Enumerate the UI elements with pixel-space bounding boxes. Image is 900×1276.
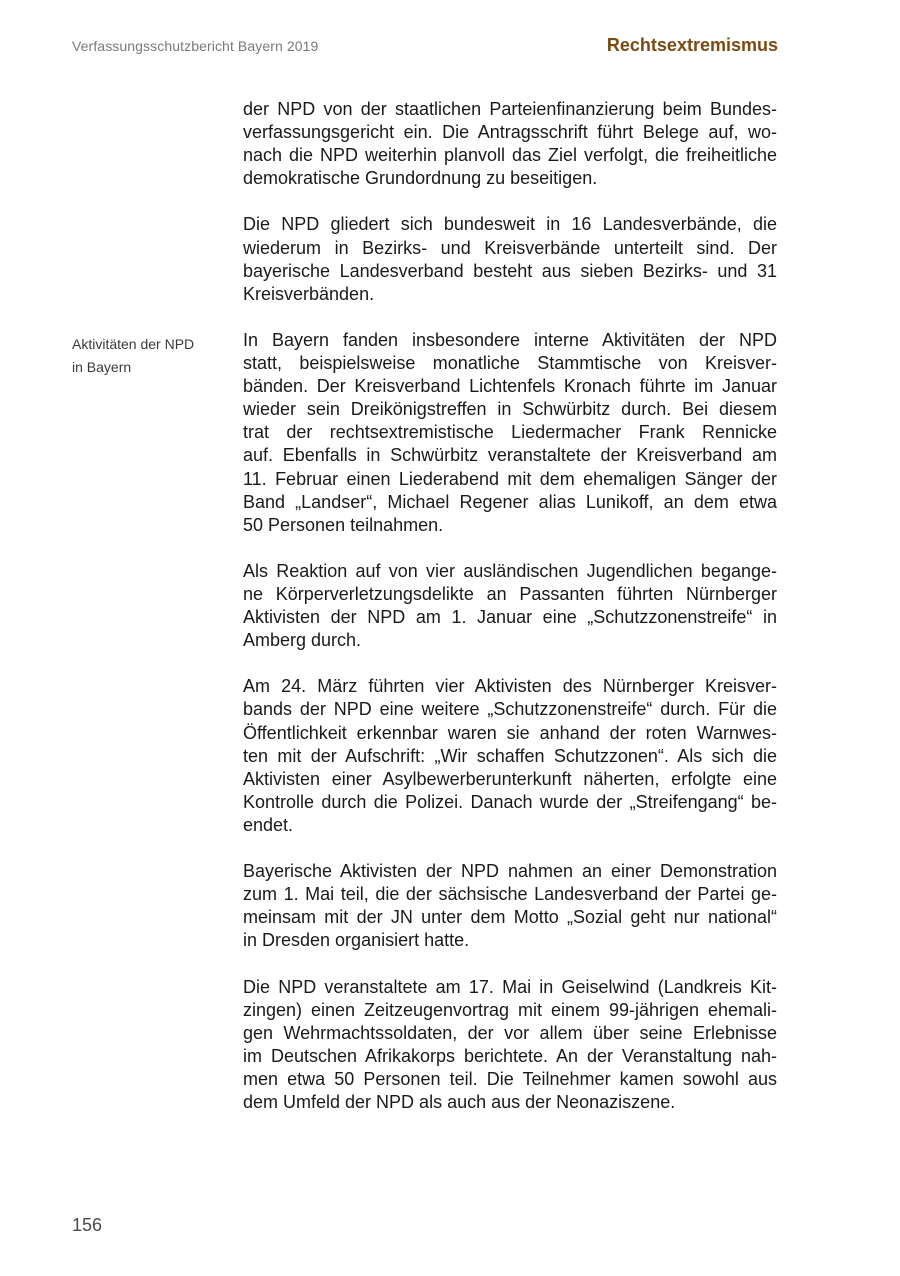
paragraph-line: 50 Personen teilnahmen.	[243, 514, 444, 535]
paragraph-line: Amberg durch.	[243, 630, 362, 651]
paragraph-line: Kreisverbänden.	[243, 283, 375, 304]
paragraph-line: In Bayern fanden insbesondere interne Aktivitäten der NPD	[243, 329, 777, 350]
paragraph-line: auf. Ebenfalls in Schwürbitz veranstaltete der Kreisverband am	[243, 445, 777, 466]
paragraph-line: wiederum in Bezirks- und Kreisverbände unterteilt sind. Der	[243, 237, 777, 258]
paragraph-line: ne Körperverletzungsdelikte an Passanten führten Nürnberger	[243, 583, 777, 604]
paragraph-line: wieder sein Dreikönigstreffen in Schwürbitz durch. Bei diesem	[243, 399, 777, 420]
paragraph	[243, 213, 777, 305]
margin-note-line: in Bayern	[72, 359, 132, 375]
paragraph-line: Die NPD veranstaltete am 17. Mai in Geiselwind (Landkreis Kit-	[243, 976, 777, 997]
paragraph	[243, 98, 777, 190]
paragraph-line: ten mit der Aufschrift: „Wir schaffen Schutzzonen“. Als sich die	[243, 745, 777, 766]
paragraph-line: Am 24. März führten vier Aktivisten des Nürnberger Kreisver-	[243, 676, 777, 697]
paragraph-line: Aktivisten einer Asylbewerberunterkunft näherten, erfolgte eine	[243, 768, 777, 789]
paragraph-line: verfassungsgericht ein. Die Antragsschrift führt Belege auf, wo-	[243, 122, 777, 143]
paragraph-line: demokratische Grundordnung zu beseitigen.	[243, 168, 598, 189]
paragraph-line: trat der rechtsextremistische Liedermacher Frank Rennicke	[243, 422, 777, 443]
paragraph-line: 11. Februar einen Liederabend mit dem ehemaligen Sänger der	[243, 468, 777, 489]
body-text	[243, 98, 777, 1137]
paragraph-line: Kontrolle durch die Polizei. Danach wurde der „Streifengang“ be-	[243, 791, 777, 812]
paragraph-line: zum 1. Mai teil, die der sächsische Landesverband der Partei ge-	[243, 884, 777, 905]
paragraph-line: Bayerische Aktivisten der NPD nahmen an einer Demonstration	[243, 861, 777, 882]
paragraph-line: bänden. Der Kreisverband Lichtenfels Kronach führte im Januar	[243, 376, 777, 397]
paragraph-line: bands der NPD eine weitere „Schutzzonenstreife“ durch. Für die	[243, 699, 777, 720]
paragraph-line: dem Umfeld der NPD als auch aus der Neonaziszene.	[243, 1092, 676, 1113]
paragraph-line: men etwa 50 Personen teil. Die Teilnehmer kamen sowohl aus	[243, 1068, 777, 1089]
section-title: Rechtsextremismus	[606, 35, 778, 55]
paragraph-line: nach die NPD weiterhin planvoll das Ziel verfolgt, die freiheitliche	[243, 145, 777, 166]
margin-note	[72, 333, 222, 379]
paragraph-line: im Deutschen Afrikakorps berichtete. An der Veranstaltung nah-	[243, 1045, 777, 1066]
paragraph-line: der NPD von der staatlichen Parteienfinanzierung beim Bundes-	[243, 99, 777, 119]
paragraph-line: in Dresden organisiert hatte.	[243, 930, 470, 951]
paragraph	[243, 860, 777, 952]
paragraph-line: Aktivisten der NPD am 1. Januar eine „Schutzzonenstreife“ in	[243, 607, 777, 628]
paragraph	[243, 976, 777, 1115]
paragraph	[243, 560, 777, 652]
paragraph-line: zingen) einen Zeitzeugenvortrag mit einem 99-jährigen ehemali-	[243, 999, 777, 1020]
paragraph-line: gen Wehrmachtssoldaten, der vor allem über seine Erlebnisse	[243, 1022, 777, 1043]
margin-note-line: Aktivitäten der NPD	[72, 336, 195, 352]
paragraph-line: statt, beispielsweise monatliche Stammtische von Kreisver-	[243, 353, 777, 374]
paragraph-line: Als Reaktion auf von vier ausländischen Jugendlichen begange-	[243, 560, 777, 581]
paragraph-line: meinsam mit der JN unter dem Motto „Sozial geht nur national“	[243, 907, 777, 928]
paragraph-line: bayerische Landesverband besteht aus sieben Bezirks- und 31	[243, 260, 777, 281]
paragraph	[243, 329, 777, 537]
paragraph-line: Öffentlichkeit erkennbar waren sie anhand der roten Warnwes-	[243, 722, 777, 743]
paragraph-line: Band „Landser“, Michael Regener alias Lunikoff, an dem etwa	[243, 491, 777, 512]
paragraph-line: Die NPD gliedert sich bundesweit in 16 Landesverbände, die	[243, 214, 777, 235]
paragraph-line: endet.	[243, 814, 294, 835]
running-header-title: Verfassungsschutzbericht Bayern 2019	[72, 38, 319, 54]
paragraph	[243, 675, 777, 837]
page-number: 156	[72, 1215, 103, 1235]
